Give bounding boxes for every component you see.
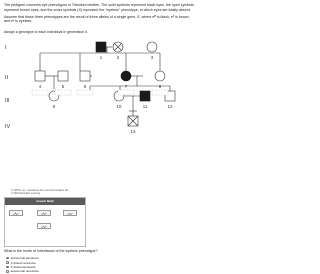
individual-11-male-black [140,91,150,101]
radio-button[interactable] [6,266,9,269]
individual-label-5: 5 [61,84,65,89]
individual-6-male-brown [80,71,90,81]
individual-1-male-black [96,42,106,52]
drop-target-individual-4[interactable] [32,90,48,95]
credit-line-1: © APHIS, etc.; reproduced from Genetics Analysis 11e [11,189,69,192]
individual-13-male-eyeless [128,116,138,126]
individual-label-10: 10 [116,104,122,109]
assign-prompt: Assign a genotype to each individual in generation II. [4,30,89,34]
intro-paragraph-1: The pedigree concerns eye phenotypes in Tribolium beetles. The solid symbols represent black eyes, the open symbols represent brown eyes, and the cross symbols (X) represent the "eyeless" phenotype, in which eyes are totally absent. [4,3,195,12]
individual-label-2: 2 [116,55,120,60]
credit-line-2: © 2020 Macmillan Learning [11,192,41,195]
option-label: autosomal dominant [10,256,39,261]
individual-4-male-brown [35,71,45,81]
image-credit [11,189,69,195]
individual-label-6: 6 [83,84,87,89]
radio-button[interactable] [6,257,9,260]
answer-bank-title: Answer Bank [5,198,85,205]
generation-label-ii: II [5,75,9,81]
generation-label-i: I [5,45,7,51]
individual-7-female-black [121,71,131,81]
mode-question: What is the mode of inheritance of the eyeless phenotype? [4,249,98,253]
answer-bank [4,197,86,247]
answer-options [4,256,124,274]
option-label: autosomal recessive [10,269,39,274]
radio-button[interactable] [6,261,9,264]
drop-target-individual-6[interactable] [77,90,93,95]
individual-2-female-eyeless [113,42,123,52]
individual-label-11: 11 [142,104,148,109]
drop-target-individual-8[interactable] [152,90,168,95]
generation-label-iii: III [5,98,10,104]
option-label: X-linked dominant [10,264,36,269]
individual-label-8: 8 [158,84,162,89]
problem-intro [4,3,196,26]
option-autosomal-recessive[interactable] [4,269,124,273]
individual-label-1: 1 [99,55,103,60]
intro-paragraph-2: Assume that these three phenotypes are the result of three alleles of a single gene, E, where eᴮ is black, eᵇ is brown, and eᵉ is eyeless. [4,14,190,24]
individual-label-4: 4 [38,84,42,89]
answer-tile[interactable]: eᴮeᵉ [9,210,23,216]
pedigree-chart [0,36,200,186]
option-label: X-linked recessive [10,260,36,265]
individual-label-9: 9 [52,104,56,109]
drop-target-individual-7[interactable] [118,90,134,95]
individual-label-13: 13 [130,129,136,134]
drop-target-individual-5[interactable] [55,90,71,95]
answer-tile[interactable]: eᵇeᵉ [63,210,77,216]
answer-tile[interactable]: eᵇeᵇ [37,223,51,229]
individual-label-7: 7 [124,84,128,89]
individual-8-female-brown [155,71,165,81]
individual-5-male-brown [58,71,68,81]
answer-tile[interactable]: eᴮeᵇ [37,210,51,216]
generation-label-iv: IV [5,124,11,130]
radio-button[interactable] [6,270,9,273]
individual-label-3: 3 [150,55,154,60]
individual-3-female-brown [147,42,157,52]
individual-label-12: 12 [167,104,173,109]
